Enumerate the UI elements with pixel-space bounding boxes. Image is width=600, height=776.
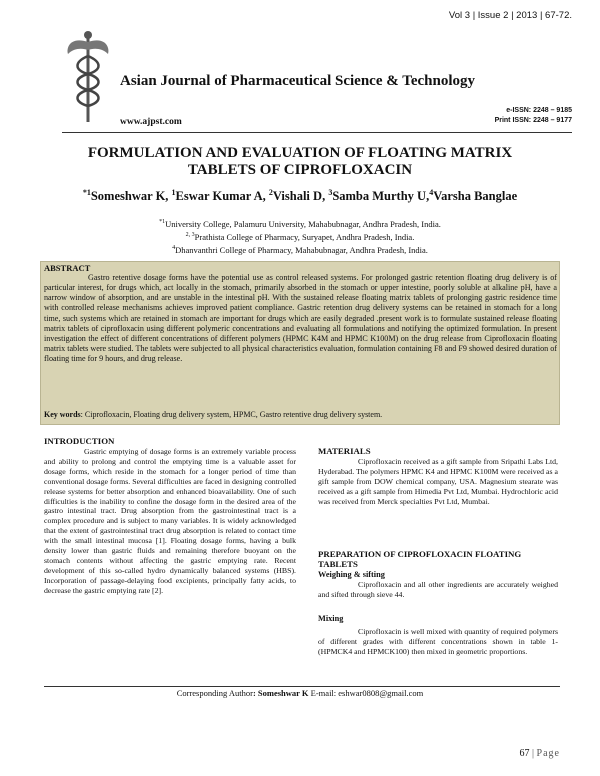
keywords-text: : Ciprofloxacin, Floating drug delivery system, HPMC, Gastro retentive drug delivery system. <box>80 410 383 419</box>
print-issn: Print ISSN: 2248 – 9177 <box>494 117 572 124</box>
journal-url[interactable]: www.ajpst.com <box>120 117 182 127</box>
author: $^4$Varsha Banglae <box>429 188 518 204</box>
author: $^{*1}$Someshwar K <box>82 188 166 204</box>
keywords <box>44 410 557 419</box>
e-issn: e-ISSN: 2248 – 9185 <box>506 107 572 114</box>
preparation-heading: PREPARATION OF CIPROFLOXACIN FLOATING TABLETS <box>318 549 522 569</box>
journal-name: Asian Journal of Pharmaceutical Science & Technology <box>120 73 475 89</box>
author: $^3$Samba Murthy U <box>328 188 427 204</box>
introduction-text: Gastric emptying of dosage forms is an extremely variable process and ability to prolong and control the emptying time is a valuable asset for dosage forms, which reside in the stomach for a longer period of time than conventional dosage forms. Several difficulties are faced in designing controlled release systems for better absorption and enhanced bioavailability. One of such difficulties is the inability to confine the dosage form in the desired area of the gastro intestinal tract. Drug absorption from the gastrointestinal tract is a complex procedure and is subject to many variables. It is widely acknowledged that the extent of gastrointestinal tract drug absorption is related to contact time with the small intestinal mucosa [1]. Floating dosage forms, having a bulk density lower than gastric fluids and remaining therefore buoyant on the stomach contents without affecting the gastric emptying rate. Recent development of this so-called hydro dynamically balanced systems (HBS). Incorporation of passage-delaying food excipients, principally fatty acids, to decrease the gastric emptying rate [2]. <box>44 447 296 595</box>
abstract-heading: ABSTRACT <box>44 263 91 273</box>
weighing-text: Ciprofloxacin and all other ingredients are accurately weighed and sifted through sieve 44. <box>318 580 558 599</box>
keywords-label: Key words <box>44 410 81 419</box>
affiliation: $^4$Dhanvanthri College of Pharmacy, Mahabubnagar, Andhra Pradesh, India. <box>172 244 428 255</box>
caduceus-logo-icon <box>64 28 112 124</box>
author: $^2$Vishali D <box>268 188 323 204</box>
title-line-2: TABLETS OF CIPROFLOXACIN <box>187 162 413 178</box>
weighing-heading: Weighing & sifting <box>318 570 385 579</box>
affiliations <box>40 217 560 255</box>
author: $^1$Eswar Kumar A <box>171 188 263 204</box>
page-number: 67 | Page <box>519 748 560 759</box>
header-divider <box>62 132 572 133</box>
mixing-text: Ciprofloxacin is well mixed with quantity of required polymers of different grades with different concentrations shown in table 1- (HPMCK4 and HPMCK100) then mixed in geometric proportions. <box>318 627 558 656</box>
title-line-1: FORMULATION AND EVALUATION OF FLOATING MATRIX <box>87 145 513 161</box>
affiliation: $^{2, 3}$Prathista College of Pharmacy, Suryapet, Andhra Pradesh, India. <box>185 231 415 242</box>
footer-divider <box>44 686 560 687</box>
materials-text: Ciprofloxacin received as a gift sample from Sripathi Labs Ltd, Hyderabad. The polymers HPMC K4 and HPMC K100M were received as a gift sample from DOW chemical company, USA. Magnesium stearate was received as a gift sample from Himedia Pvt Ltd, Mumbai. Hydrochloric acid was received from Merck specialties Pvt Ltd, Mumbai. <box>318 457 558 506</box>
introduction-heading: INTRODUCTION <box>44 436 115 446</box>
author-list: $^{*1}$Someshwar K, $^1$Eswar Kumar A, $^2$Vishali D, $^3$Samba Murthy U,$^4$Varsha Banglae <box>82 188 518 204</box>
abstract-text: Gastro retentive dosage forms have the potential use as control released systems. For prolonged gastric retention floating drug delivery is of particular interest, for drugs which, act locally in the stomach, primarily absorbed in the stomach or upper intestine, poorly soluble at alkaline pH, have a narrow window of absorption, and are unstable in the intestinal pH. With the sustained release floating matrix tablets of prolonging gastric residence time with controlled release mechanisms achieves improved patient compliance. Gastric retention drug delivery systems can be retained in stomach for a long time, such systems which are retained in stomach are important for drugs which are easily degraded .present work is to formulate sustained release floating matrix tablets of ciprofloxacin using different polymeric concentrations and evaluating all formulations and notifying the optimized formulation. In present investigation the effect of different concentrations of different polymers (HPMC K4M and HPMC K100M) on the drug release from Ciprofloxacin floating matrix tablets were studied. The tablets were subjected to all physical characteristics evaluation, formulation containing F8 and F9 showed desired duration of floating time for 9 hours, and drug release. <box>44 273 557 364</box>
corresponding-email[interactable]: E-mail: eshwar0808@gmail.com <box>308 688 424 698</box>
mixing-heading: Mixing <box>318 614 344 623</box>
affiliation: $^{*1}$University College, Palamuru University, Mahabubnagar, Andhra Pradesh, India. <box>159 218 441 229</box>
corresponding-author: Corresponding Author: Someshwar K E-mail: eshwar0808@gmail.com <box>176 688 424 698</box>
corresponding-name: : Someshwar K <box>252 688 309 698</box>
article-title <box>40 145 560 179</box>
volume-issue: Vol 3 | Issue 2 | 2013 | 67-72. <box>448 10 572 21</box>
materials-heading: MATERIALS <box>318 446 371 456</box>
